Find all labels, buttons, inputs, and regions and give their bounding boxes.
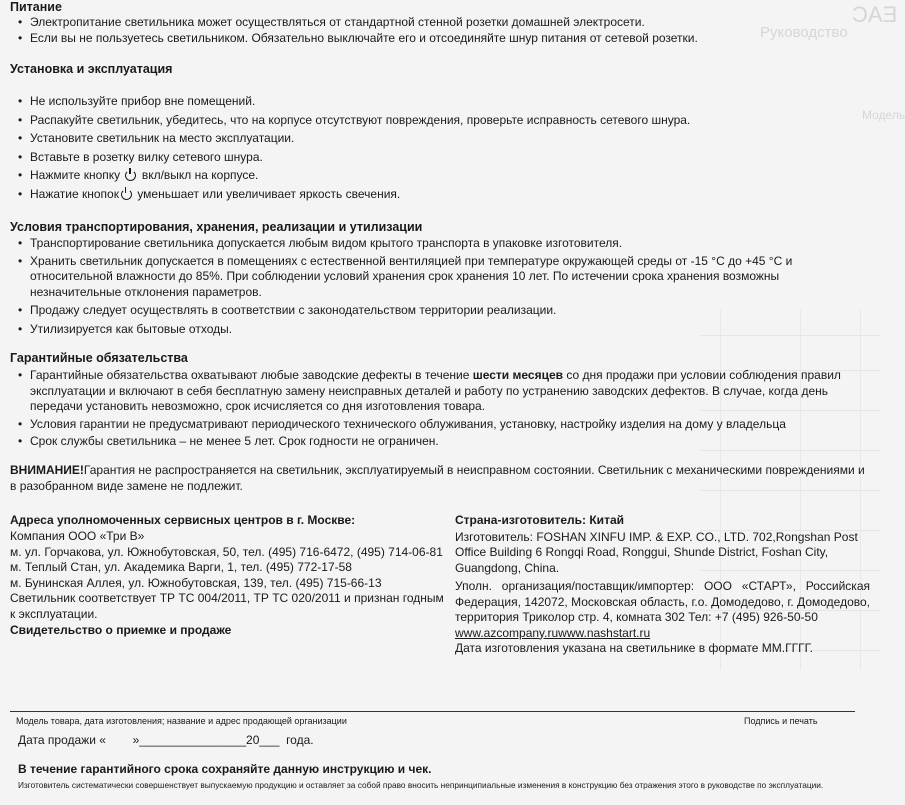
warranty-text-pre: Гарантийные обязательства охватывают любые заводские дефекты в течение [30, 368, 470, 382]
power-icon [125, 170, 136, 181]
service-line: Компания ООО «Три В» [10, 529, 145, 543]
sign-caption: Подпись и печать [744, 716, 818, 726]
service-line: м. Бунинская Аллея, ул. Южнобутовская, 139, тел. (495) 715-66-13 [10, 575, 382, 590]
list-item: • Вставьте в розетку вилку сетевого шнура. [10, 150, 870, 166]
model-caption: Модель товара, дата изготовления; название и адрес продающей организации [16, 716, 347, 726]
install-list [10, 94, 870, 202]
power-icon [121, 189, 132, 200]
list-item: • Продажу следует осуществлять в соответствии с законодательством территории реализации. [10, 303, 870, 319]
service-line: м. ул. Горчакова, ул. Южнобутовская, 50, тел. (495) 716-6472, (495) 714-06-81 [10, 544, 443, 559]
service-line: Светильник соответствует ТР ТС 004/2011, ТР ТС 020/2011 и признан годным [10, 591, 444, 605]
list-item: • Условия гарантии не предусматривают периодического технического облуживания, установку, настройку изделия на дому у владельца [10, 417, 870, 433]
press-pre: Нажмите кнопку [30, 168, 121, 182]
bright-post: уменьшает или увеличивает яркость свечения. [137, 186, 401, 201]
bright-pre: Нажатие кнопок [30, 186, 119, 201]
maker-date-note: Дата изготовления указана на светильнике в формате ММ.ГГГГ. [455, 641, 813, 655]
disclaimer: Изготовитель систематически совершенствует выпускаемую продукцию и оставляет за собой право вносить непринципиальные изменения в конструкцию без отражения этого в руководстве по эксплуатации. [18, 780, 824, 790]
signature-line [10, 711, 855, 712]
install-title: Установка и эксплуатация [10, 62, 173, 76]
service-line: м. Теплый Стан, ул. Академика Варги, 1, тел. (495) 772-17-58 [10, 560, 352, 574]
maker-manufacturer: Изготовитель: FOSHAN XINFU IMP. & EXP. CO., LTD. 702,Rongshan Post Office Building 6 Rongqi Road, Ronggui, Shunde District, Foshan City, Guangdong, China. [455, 529, 858, 575]
warranty-text-post: со дня продажи при условии соблюдения правил эксплуатации и включают в себя бесплатную замену неисправных деталей и работу по устранению заводских дефектов. В случае, когда день передачи установить невозможно, срок исчисляется со дня изготовления товара. [30, 368, 841, 413]
service-line: к эксплуатации. [10, 606, 98, 621]
list-item [10, 168, 870, 184]
warranty-list [10, 368, 870, 450]
keep-note: В течение гарантийного срока сохраняйте данную инструкцию и чек. [18, 762, 432, 776]
maker-site-link[interactable]: www.azcompany.ruwww.nashstart.ru [455, 625, 651, 640]
list-item: • Электропитание светильника может осуществляться от стандартной стенной розетки домашней электросети. [10, 15, 870, 31]
transport-list [10, 236, 870, 337]
list-item: • Хранить светильник допускается в помещениях с естественной вентиляцией при температуре окружающей среды от -15 °С до +45 °С и относительной влажности до 85%. При соблюдении условий хранения срок хранения 10 лет. По истечении срока хранения возможны незначительные отклонения параметров. [10, 254, 870, 301]
ghost-model: Модель [862, 108, 905, 122]
power-list [10, 15, 870, 46]
ghost-heading: Руководство [760, 24, 848, 41]
power-title: Питание [10, 0, 62, 14]
sale-date: Дата продажи « »________________20___ года. [18, 733, 314, 747]
maker-country: Страна-изготовитель: Китай [455, 513, 624, 527]
list-item: • Распакуйте светильник, убедитесь, что на корпусе отсутствуют повреждения, проверьте исправность сетевого шнура. [10, 113, 870, 129]
certificate-title: Свидетельство о приемке и продаже [10, 623, 232, 637]
press-post: вкл/выкл на корпусе. [141, 168, 259, 182]
service-title: Адреса уполномоченных сервисных центров в г. Москве: [10, 513, 356, 527]
warranty-period: шести месяцев [472, 368, 564, 382]
service-block [10, 529, 450, 622]
attention-text: Гарантия не распространяется на светильник, эксплуатируемый в неисправном состоянии. Светильник с механическими повреждениями и в разобранном виде замене не подлежит. [10, 463, 865, 493]
transport-title: Условия транспортирования, хранения, реализации и утилизации [10, 220, 423, 234]
ghost-eac-mark: EAC [852, 2, 898, 27]
attention-label: ВНИМАНИЕ! [10, 463, 84, 477]
list-item: • Срок службы светильника – не менее 5 лет. Срок годности не ограничен. [10, 434, 870, 450]
warranty-title: Гарантийные обязательства [10, 351, 188, 365]
list-item: • Если вы не пользуетесь светильником. Обязательно выключайте его и отсоединяйте шнур питания от сетевой розетки. [10, 31, 870, 47]
list-item: • Транспортирование светильника допускается любым видом крытого транспорта в упаковке изготовителя. [10, 236, 870, 252]
list-item [10, 187, 870, 203]
maker-block [455, 513, 870, 657]
list-item: • Установите светильник на место эксплуатации. [10, 131, 870, 147]
list-item: • Утилизируется как бытовые отходы. [10, 322, 870, 338]
list-item [10, 368, 870, 415]
list-item: • Не используйте прибор вне помещений. [10, 94, 870, 110]
attention-note [10, 463, 870, 494]
maker-importer: Уполн. организация/поставщик/импортер: ООО «СТАРТ», Российская Федерация, 142072, Московская область, г.о. Домодедово, г. Домодедово, территория Триколор стр. 4, комната 302 Тел: +7 (495) 926-50-50 [455, 579, 870, 624]
